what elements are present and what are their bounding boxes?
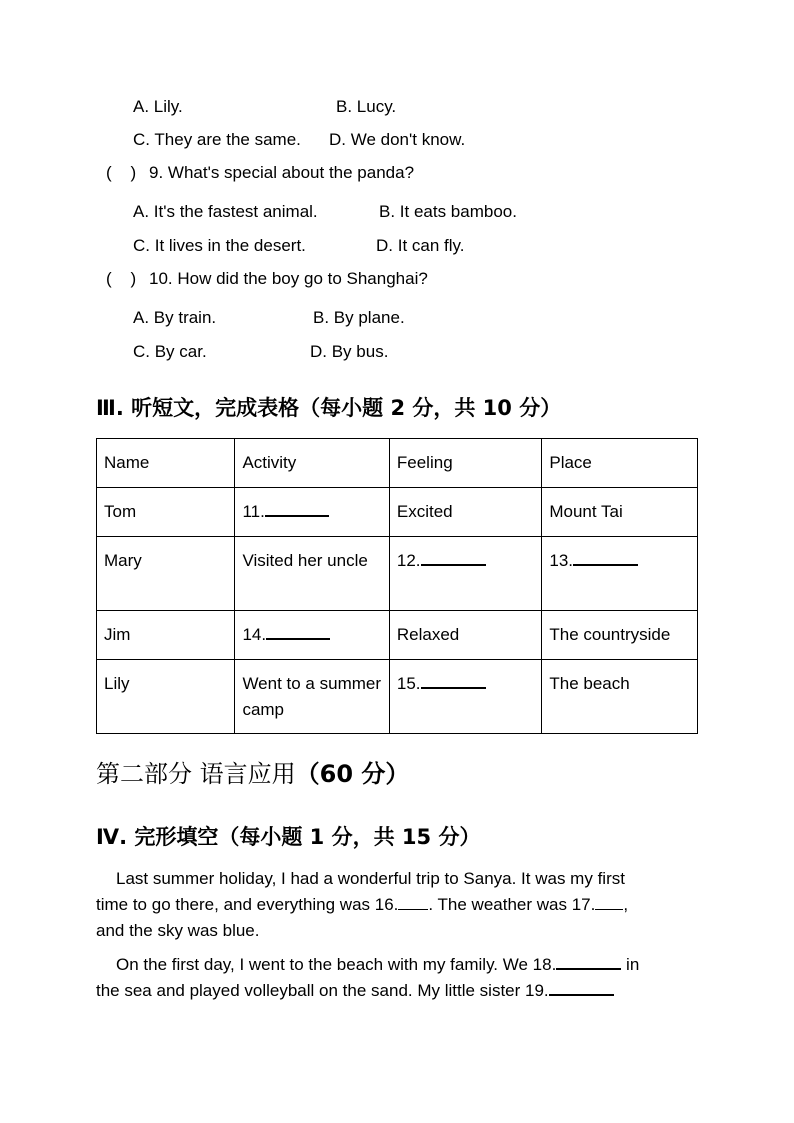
passage-text: On the first day, I went to the beach with my family. We 18.	[116, 955, 557, 974]
passage-text: the sea and played volleyball on the sand. My little sister 19.	[96, 981, 549, 1000]
answer-blank-18	[556, 954, 621, 970]
passage-line: Last summer holiday, I had a wonderful trip to Sanya. It was my first	[116, 869, 625, 888]
answer-blank	[421, 548, 486, 566]
q10-option-a: A. By train.	[133, 308, 217, 327]
passage-line	[96, 892, 696, 918]
q10-option-b: B. By plane.	[313, 308, 405, 327]
cell-feeling: Relaxed	[389, 611, 541, 660]
passage-line	[96, 978, 696, 1004]
blank-label: 13.	[549, 551, 573, 570]
table-row	[97, 488, 698, 537]
passage-line: and the sky was blue.	[96, 921, 260, 940]
cell-feeling: Excited	[389, 488, 541, 537]
q9-option-b: B. It eats bamboo.	[379, 202, 517, 221]
answer-blank	[265, 499, 329, 517]
answer-blank-19	[549, 980, 614, 996]
q9-answer-bracket: ( )	[106, 163, 137, 182]
header-feeling: Feeling	[389, 439, 541, 488]
passage-text: in	[621, 955, 640, 974]
cell-place	[542, 537, 698, 611]
passage-paragraph-2	[96, 952, 696, 1004]
q9-option-c: C. It lives in the desert.	[133, 236, 306, 255]
q9-option-d: D. It can fly.	[376, 236, 465, 255]
cell-place: The countryside	[542, 611, 698, 660]
q10-question: 10. How did the boy go to Shanghai?	[149, 269, 428, 288]
part-2-score: （60 分）	[295, 760, 410, 788]
listening-table	[96, 438, 698, 734]
table-row	[97, 537, 698, 611]
q8-option-c: C. They are the same.	[133, 130, 301, 149]
section-4-title: Ⅳ. 完形填空（每小题 1 分，共 15 分）	[96, 825, 481, 849]
blank-label: 12.	[396, 551, 421, 570]
cell-name: Jim	[97, 611, 235, 660]
q8-option-d: D. We don't know.	[329, 130, 466, 149]
q8-option-a: A. Lily.	[133, 97, 183, 116]
cell-name: Lily	[97, 660, 235, 734]
table-header-row	[97, 439, 698, 488]
answer-blank-17	[595, 895, 623, 910]
answer-blank	[573, 548, 638, 566]
q10-answer-bracket: ( )	[106, 269, 137, 288]
cell-place: The beach	[542, 660, 698, 734]
passage-text: . The weather was 17.	[428, 895, 596, 914]
passage-line	[96, 952, 696, 978]
q9-option-a: A. It's the fastest animal.	[133, 202, 318, 221]
answer-blank	[421, 671, 486, 689]
table-row	[97, 660, 698, 734]
cell-activity	[235, 488, 389, 537]
cell-name: Tom	[97, 488, 235, 537]
answer-blank	[266, 622, 330, 640]
q8-option-b: B. Lucy.	[336, 97, 397, 116]
cell-activity	[235, 611, 389, 660]
header-place: Place	[542, 439, 698, 488]
cell-activity: Went to a summer camp	[235, 660, 389, 734]
blank-label: 11.	[242, 502, 265, 521]
q10-option-d: D. By bus.	[310, 342, 389, 361]
cell-name: Mary	[97, 537, 235, 611]
section-3-title: Ⅲ. 听短文，完成表格（每小题 2 分，共 10 分）	[96, 396, 562, 420]
part-2-title	[96, 754, 409, 789]
blank-label: 14.	[242, 625, 267, 644]
q10-option-c: C. By car.	[133, 342, 207, 361]
blank-label: 15.	[396, 674, 421, 693]
passage-text: ,	[623, 895, 629, 914]
cell-feeling	[389, 660, 541, 734]
passage-text: time to go there, and everything was 16.	[96, 895, 399, 914]
cell-feeling	[389, 537, 541, 611]
passage-paragraph-1	[96, 866, 696, 944]
header-name: Name	[97, 439, 235, 488]
header-activity: Activity	[235, 439, 389, 488]
cell-activity: Visited her uncle	[235, 537, 389, 611]
table-row	[97, 611, 698, 660]
answer-blank-16	[398, 895, 428, 910]
cell-place: Mount Tai	[542, 488, 698, 537]
q9-question: 9. What's special about the panda?	[149, 163, 415, 182]
part-2-title-text: 第二部分 语言应用	[96, 760, 296, 788]
